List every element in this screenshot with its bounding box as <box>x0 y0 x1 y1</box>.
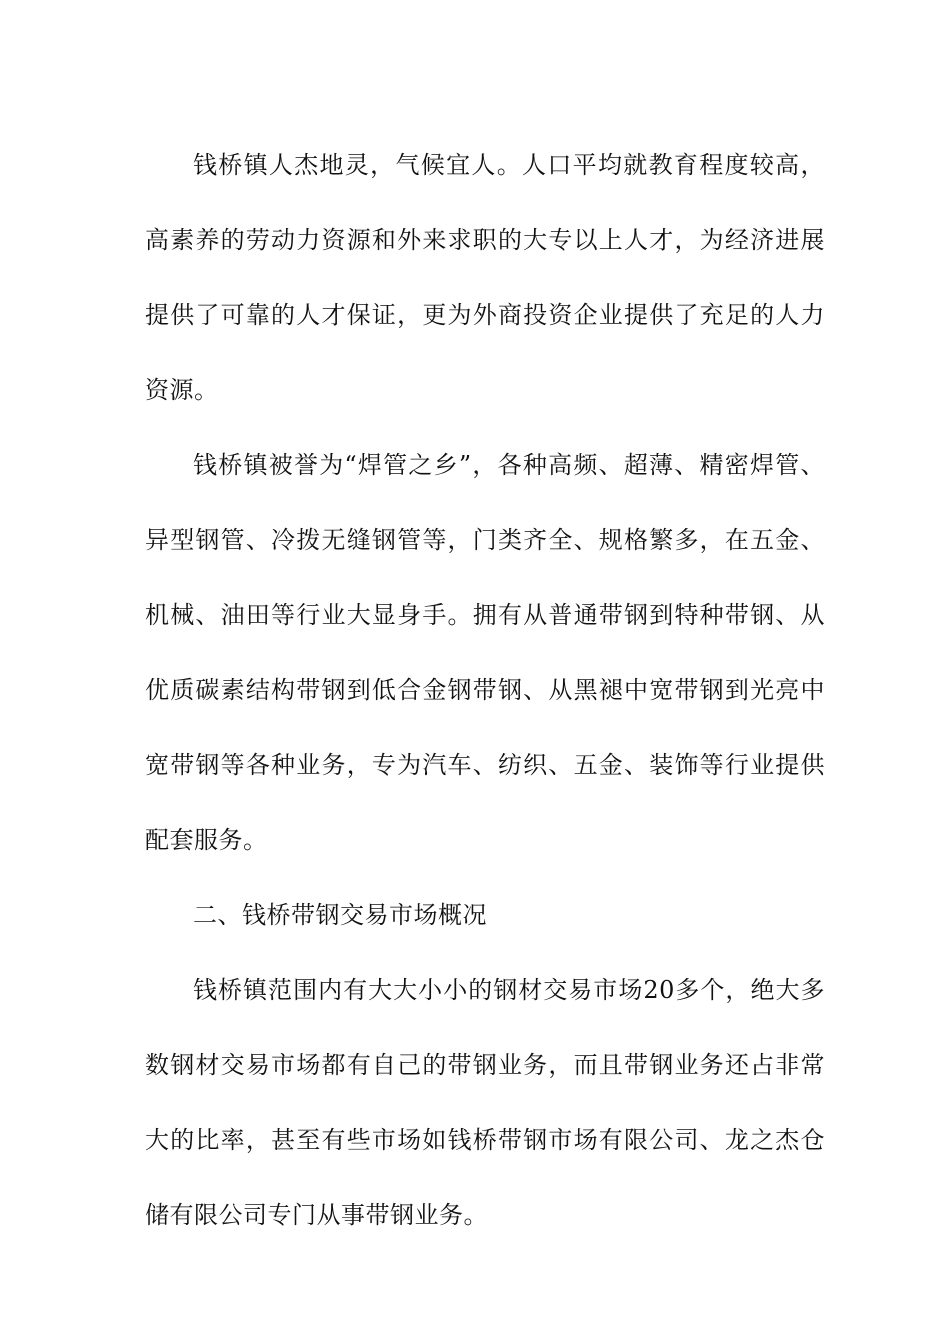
paragraph-market-overview: 钱桥镇范围内有大大小小的钢材交易市场20多个，绝大多数钢材交易市场都有自己的带钢业务，而且带钢业务还占非常大的比率，甚至有些市场如钱桥带钢市场有限公司、龙之杰仓储有限公司专门从事带钢业务。 <box>145 976 825 1229</box>
paragraph-talent: 钱桥镇人杰地灵，气候宜人。人口平均就教育程度较高，高素养的劳动力资源和外来求职的大专以上人才，为经济进展提供了可靠的人才保证，更为外商投资企业提供了充足的人力资源。 <box>145 151 825 404</box>
document-body <box>145 128 825 1253</box>
paragraph-welded-pipe: 钱桥镇被誉为“焊管之乡”，各种高频、超薄、精密焊管、异型钢管、冷拨无缝钢管等，门类齐全、规格繁多，在五金、机械、油田等行业大显身手。拥有从普通带钢到特种带钢、从优质碳素结构带钢到低合金钢带钢、从黑褪中宽带钢到光亮中宽带钢等各种业务，专为汽车、纺织、五金、装饰等行业提供配套服务。 <box>145 451 825 854</box>
section-heading: 二、钱桥带钢交易市场概况 <box>193 901 487 929</box>
